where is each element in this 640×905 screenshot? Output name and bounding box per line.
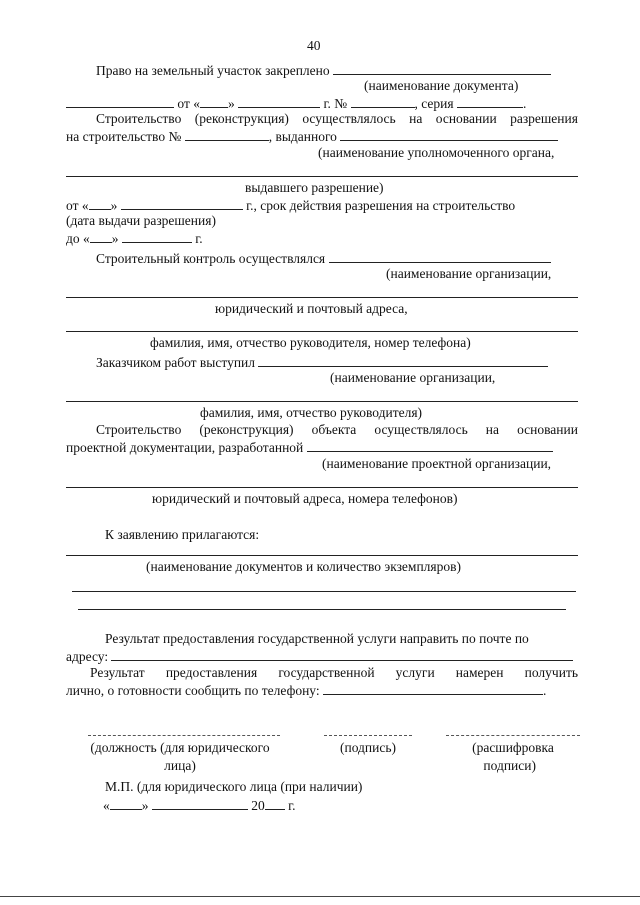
word: услуги [395,665,435,680]
position-hint-1: (должность (для юридического [90,740,270,755]
attachments-label: К заявлению прилагаются: [105,527,260,542]
signature-decode-field[interactable] [446,735,580,736]
word: Результат [90,665,145,680]
project-line [96,422,578,438]
land-document-date-line [66,95,526,112]
position-hint-2: лица) [164,758,196,773]
year-suffix: г. [195,231,203,246]
control-address-field[interactable] [66,297,578,298]
word: осуществлялось [302,111,396,126]
word: на [485,422,500,437]
permit-number-label: на строительство № [66,129,182,144]
position-field[interactable] [88,735,280,736]
land-document-number-field[interactable] [351,95,415,108]
land-day-field[interactable] [200,95,228,108]
construction-permit-line [96,111,578,127]
result-mail-label: Результат предоставления государственной услуги направить по почте по [105,631,529,646]
land-document-hint: (наименование документа) [364,78,519,93]
attachments-hint: (наименование документов и количество экземпляров) [146,559,461,574]
permit-month-field[interactable] [121,197,243,210]
signature-day-field[interactable] [110,797,142,810]
permit-number-line [66,128,558,145]
permit-until-label: до « [66,231,90,246]
result-address-field[interactable] [111,648,573,661]
land-month-field[interactable] [238,95,320,108]
quote-close: » [110,198,118,213]
quote-close: » [111,231,119,246]
permit-issued-label: , выданного [268,129,337,144]
signature-date-line [103,797,296,814]
customer-org-hint: (наименование организации, [330,370,496,385]
word: Строительство [96,111,182,126]
permit-until-month-field[interactable] [122,230,192,243]
project-address-hint: юридический и почтовый адреса, номера телефонов) [152,491,458,506]
land-year-number-label: г. № [323,96,348,111]
attachments-field-3[interactable] [78,609,566,610]
result-personal-line [90,665,578,681]
word: государственной [278,665,375,680]
permit-issuer-field[interactable] [340,128,558,141]
signature-month-field[interactable] [152,797,248,810]
result-address-line [66,648,573,665]
quote-close: » [227,96,235,111]
permit-issuer-continuation-field[interactable] [66,176,578,177]
customer-line [96,354,548,371]
land-document-issuer-field[interactable] [66,95,174,108]
land-document-field[interactable] [333,62,551,75]
period: . [522,96,527,111]
word: (реконструкция) [199,422,294,437]
word: предоставления [165,665,258,680]
control-head-field[interactable] [66,331,578,332]
customer-head-hint: фамилия, имя, отчество руководителя) [200,405,423,420]
page-number: 40 [307,38,321,53]
land-series-field[interactable] [457,95,523,108]
attachments-field-2[interactable] [72,591,576,592]
signature-hint: (подпись) [339,740,397,755]
word: осуществлялось [374,422,468,437]
word: объекта [311,422,357,437]
signature-field[interactable] [324,735,412,736]
word: основании [435,111,497,126]
page-bottom-rule [0,896,640,897]
land-rights-label: Право на земельный участок закреплено [96,63,330,78]
signature-year-field[interactable] [265,797,285,810]
permit-date-line [66,197,515,214]
attachments-field[interactable] [66,555,578,556]
quote-close: » [141,798,149,813]
word: на [409,111,423,126]
word: намерен [455,665,504,680]
permit-validity-label: г., срок действия разрешения на строительство [246,198,516,213]
result-phone-line [66,682,546,699]
control-line [96,250,551,267]
permit-org-hint: (наименование уполномоченного органа, [318,145,555,160]
project-developer-label: проектной документации, разработанной [66,440,304,455]
word: разрешения [510,111,578,126]
word: (реконструкция) [194,111,289,126]
land-from-label: от « [177,96,200,111]
result-phone-field[interactable] [323,682,543,695]
century-label: 20 [251,798,265,813]
land-series-label: , серия [414,96,454,111]
result-address-label: адресу: [66,649,109,664]
decode-hint-1: (расшифровка [472,740,554,755]
permit-until-line [66,230,203,247]
word: Строительство [96,422,182,437]
project-org-field[interactable] [307,439,553,452]
permit-number-field[interactable] [185,128,269,141]
stamp-label: М.П. (для юридического лица (при наличии) [105,779,363,794]
year-suffix: г. [288,798,296,813]
project-developer-line [66,439,553,456]
permit-from-label: от « [66,198,89,213]
permit-issued-hint: выдавшего разрешение) [245,180,384,195]
customer-label: Заказчиком работ выступил [96,355,256,370]
land-rights-line [96,62,551,79]
control-address-hint: юридический и почтовый адреса, [215,301,408,316]
word: получить [524,665,578,680]
project-address-field[interactable] [66,487,578,488]
decode-hint-2: подписи) [483,758,536,773]
quote-open: « [103,798,110,813]
control-label: Строительный контроль осуществлялся [96,251,326,266]
control-org-hint: (наименование организации, [386,266,552,281]
permit-until-day-field[interactable] [90,230,112,243]
customer-head-field[interactable] [66,401,578,402]
period: . [543,683,547,698]
permit-day-field[interactable] [89,197,111,210]
project-org-hint: (наименование проектной организации, [322,456,552,471]
word: основании [517,422,578,437]
result-phone-label: лично, о готовности сообщить по телефону: [66,683,320,698]
customer-org-field[interactable] [258,354,548,367]
control-head-hint: фамилия, имя, отчество руководителя, номер телефона) [150,335,471,350]
permit-date-hint: (дата выдачи разрешения) [66,213,216,228]
control-org-field[interactable] [329,250,551,263]
